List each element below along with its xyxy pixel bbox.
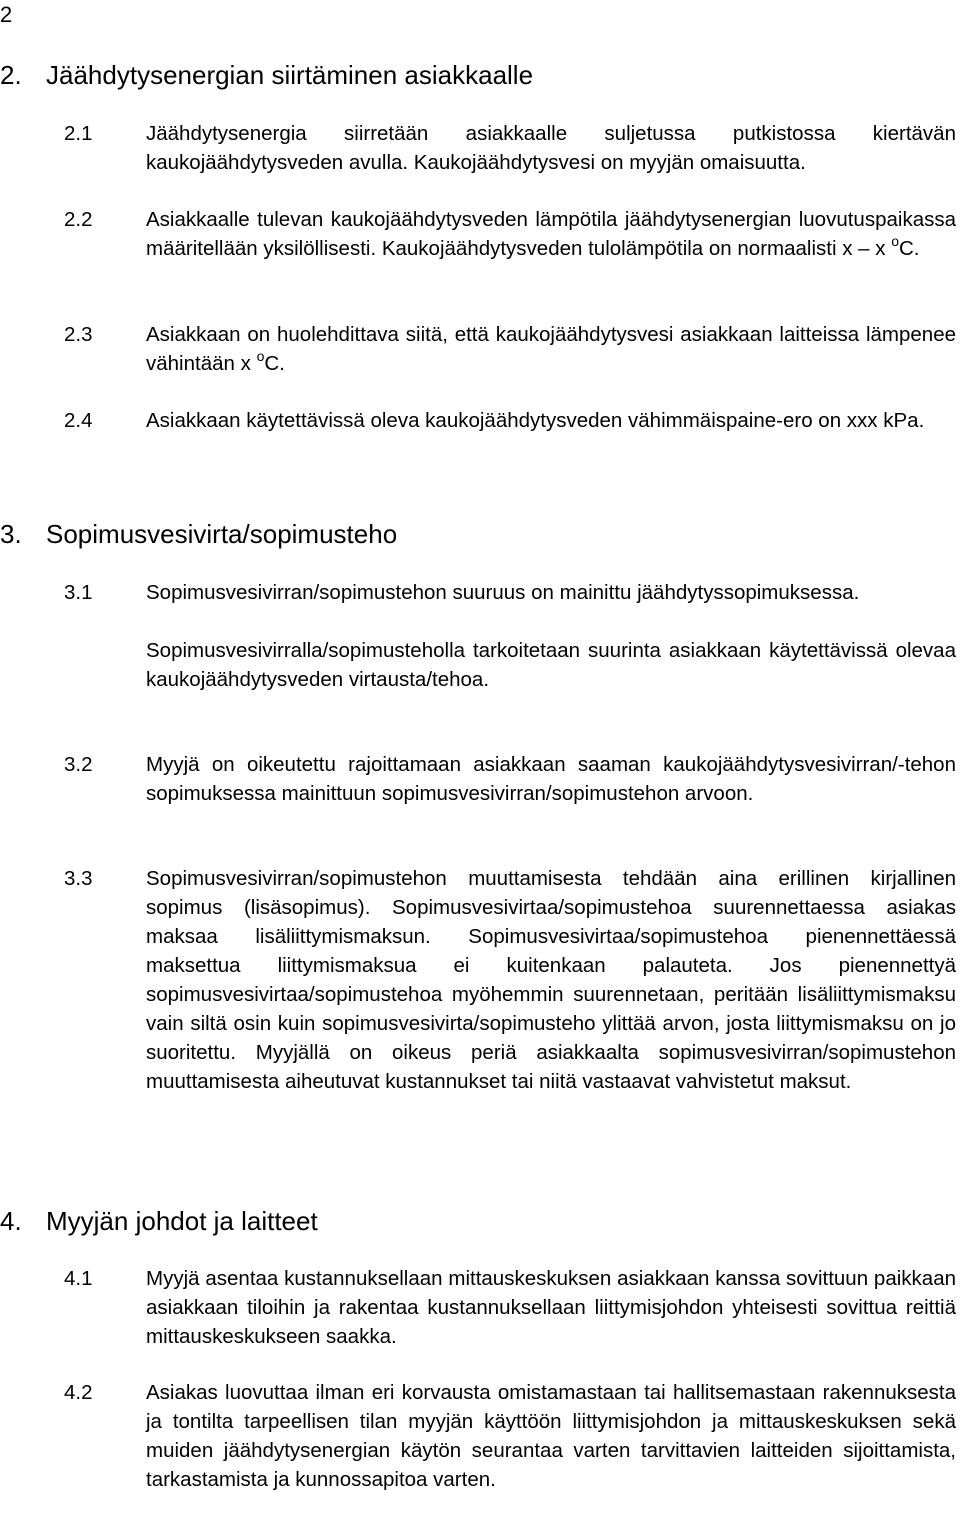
clause-text-part: Asiakkaalle tulevan kaukojäähdytysveden lämpötila jäähdytysenergian luovutuspaikassa määritellään yksilöllisesti. Kaukojäähdytysveden tulolämpötila on normaalisti x – x (146, 208, 956, 260)
clause-2-3 (64, 320, 956, 378)
clause-3-1 (64, 578, 956, 694)
section-4-heading (0, 1205, 318, 1237)
clause-number: 3.1 (64, 581, 93, 604)
clause-number: 3.2 (64, 753, 93, 776)
clause-text-part: C. (264, 352, 285, 375)
degree-superscript: o (891, 233, 899, 250)
section-2-heading (0, 59, 533, 91)
section-3-heading (0, 518, 397, 550)
clause-text: Myyjä on oikeutettu rajoittamaan asiakkaan saaman kaukojäähdytysvesivirran/-tehon sopimuksessa mainittuun sopimusvesivirran/sopimustehon arvoon. (146, 753, 956, 805)
section-number: 3. (0, 519, 22, 549)
clause-2-1 (64, 119, 956, 177)
section-number: 4. (0, 1206, 22, 1236)
clause-text: Sopimusvesivirran/sopimustehon muuttamisesta tehdään aina erillinen kirjallinen sopimus (lisäsopimus). Sopimusvesivirtaa/sopimustehoa suurennettaessa asiakas maksaa lisäliittymismaksun. Sopimusvesivirtaa/sopimustehoa pienennettäessä maksettua liittymismaksua ei kuitenkaan palauteta. Jos pienennettyä sopimusvesivirtaa/sopimustehoa myöhemmin suurennetaan, peritään lisäliittymismaksu vain siltä osin kuin sopimusvesivirta/sopimusteho ylittää arvon, josta liittymismaksu on jo suoritettu. Myyjällä on oikeus periä asiakkaalta sopimusvesivirran/sopimustehon muuttamisesta aiheutuvat kustannukset tai niitä vastaavat vahvistetut maksut. (146, 867, 956, 1093)
clause-text (146, 205, 956, 263)
clause-2-4 (64, 406, 956, 435)
clause-text-part: C. (899, 237, 920, 260)
clause-number: 2.1 (64, 122, 93, 145)
section-number: 2. (0, 60, 22, 90)
clause-text (146, 320, 956, 378)
clause-text: Jäähdytysenergia siirretään asiakkaalle suljetussa putkistossa kiertävän kaukojäähdytysveden avulla. Kaukojäähdytysvesi on myyjän omaisuutta. (146, 122, 956, 174)
clause-number: 4.2 (64, 1381, 93, 1404)
clause-number: 3.3 (64, 867, 93, 890)
clause-text: Sopimusvesivirralla/sopimusteholla tarkoitetaan suurinta asiakkaan käytettävissä olevaa kaukojäähdytysveden virtausta/tehoa. (146, 639, 956, 691)
clause-text: Asiakkaan käytettävissä oleva kaukojäähdytysveden vähimmäispaine-ero on xxx kPa. (146, 409, 925, 432)
clause-text: Asiakas luovuttaa ilman eri korvausta omistamastaan tai hallitsemastaan rakennuksesta ja tontilta tarpeellisen tilan myyjän käyttöön liittymisjohdon ja mittauskeskuksen sekä muiden jäähdytysenergian käytön seurantaa varten tarvittavien laitteiden sijoittamista, tarkastamista ja kunnossapitoa varten. (146, 1381, 956, 1491)
clause-4-1 (64, 1264, 956, 1351)
degree-superscript: o (256, 348, 265, 365)
clause-3-2 (64, 750, 956, 808)
clause-number: 2.3 (64, 323, 93, 346)
page-number: 2 (0, 2, 13, 27)
section-title: Myyjän johdot ja laitteet (46, 1206, 318, 1236)
clause-4-2 (64, 1378, 956, 1494)
clause-2-2 (64, 205, 956, 263)
clause-number: 4.1 (64, 1267, 93, 1290)
clause-text-part: Asiakkaan on huolehdittava siitä, että kaukojäähdytysvesi asiakkaan laitteissa lämpenee vähintään x (146, 323, 956, 375)
clause-3-3 (64, 864, 956, 1096)
clause-number: 2.2 (64, 208, 93, 231)
clause-text: Sopimusvesivirran/sopimustehon suuruus on mainittu jäähdytyssopimuksessa. (146, 581, 860, 604)
section-title: Sopimusvesivirta/sopimusteho (46, 519, 398, 549)
clause-number: 2.4 (64, 409, 93, 432)
section-title: Jäähdytysenergian siirtäminen asiakkaalle (46, 60, 534, 90)
clause-text: Myyjä asentaa kustannuksellaan mittauskeskuksen asiakkaan kanssa sovittuun paikkaan asiakkaan tiloihin ja rakentaa kustannuksellaan liittymisjohdon yhteisesti sovittua reittiä mittauskeskukseen saakka. (146, 1267, 956, 1348)
